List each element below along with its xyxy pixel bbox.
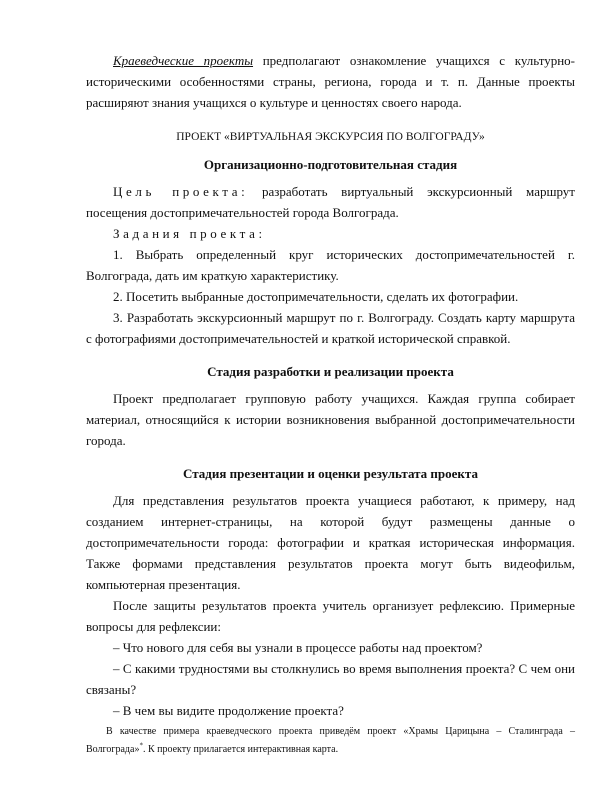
- reflection-question: – В чем вы видите продолжение проекта?: [113, 703, 344, 718]
- goal-paragraph: [86, 181, 575, 223]
- tasks-label-line: [86, 223, 575, 244]
- footnote: [86, 723, 575, 759]
- goal-label: Цель проекта:: [113, 184, 249, 199]
- stage3-heading: Стадия презентации и оценки результата проекта: [183, 466, 478, 481]
- stage2-heading: Стадия разработки и реализации проекта: [207, 364, 454, 379]
- intro-text: предполагают ознакомление учащихся с культурно-историческими особенностями страны, региона, города и т. п. Данные проекты расширяют знания учащихся о культуре и ценностях своего народа.: [86, 53, 575, 110]
- task-item: 2. Посетить выбранные достопримечательности, сделать их фотографии.: [113, 289, 519, 304]
- reflection-question: – Что нового для себя вы узнали в процессе работы над проектом?: [113, 640, 483, 655]
- stage3-paragraph-1: Для представления результатов проекта учащиеся работают, к примеру, над созданием интернет-страницы, на которой будут размещены данные о достопримечательности города: фотографии и краткая историческая информация. Также формами представления результатов проекта могут быть видеофильм, компьютерная презентация.: [86, 493, 575, 592]
- goal-text: разработать виртуальный экскурсионный маршрут посещения достопримечательностей города Волгограда.: [86, 184, 575, 220]
- footnote-text-before: В качестве примера краеведческого проекта приведём проект «Храмы Царицына – Сталинграда – Волгограда»: [86, 726, 575, 755]
- stage2-paragraph: Проект предполагает групповую работу учащихся. Каждая группа собирает материал, относящийся к истории возникновения выбранной достопримечательности города.: [86, 391, 575, 448]
- intro-term: Краеведческие проекты: [113, 53, 254, 68]
- tasks-label: Задания проекта:: [113, 226, 266, 241]
- document-page: [86, 50, 575, 759]
- stage3-paragraph-2: После защиты результатов проекта учитель организует рефлексию. Примерные вопросы для рефлексии:: [86, 598, 575, 634]
- intro-paragraph: [86, 50, 575, 113]
- stage1-heading: Организационно-подготовительная стадия: [203, 157, 458, 172]
- footnote-mark: *: [139, 741, 143, 750]
- task-item: 3. Разработать экскурсионный маршрут по г. Волгограду. Создать карту маршрута с фотографиями достопримечательностей и краткой исторической справкой.: [86, 310, 575, 346]
- task-item: 1. Выбрать определенный круг исторических достопримечательностей г. Волгограда, дать им краткую характеристику.: [86, 247, 575, 283]
- footnote-text-after: . К проекту прилагается интерактивная карта.: [142, 744, 339, 755]
- project-title: ПРОЕКТ «ВИРТУАЛЬНАЯ ЭКСКУРСИЯ ПО ВОЛГОГРАДУ»: [176, 131, 485, 143]
- reflection-question: – С какими трудностями вы столкнулись во время выполнения проекта? С чем они связаны?: [86, 661, 575, 697]
